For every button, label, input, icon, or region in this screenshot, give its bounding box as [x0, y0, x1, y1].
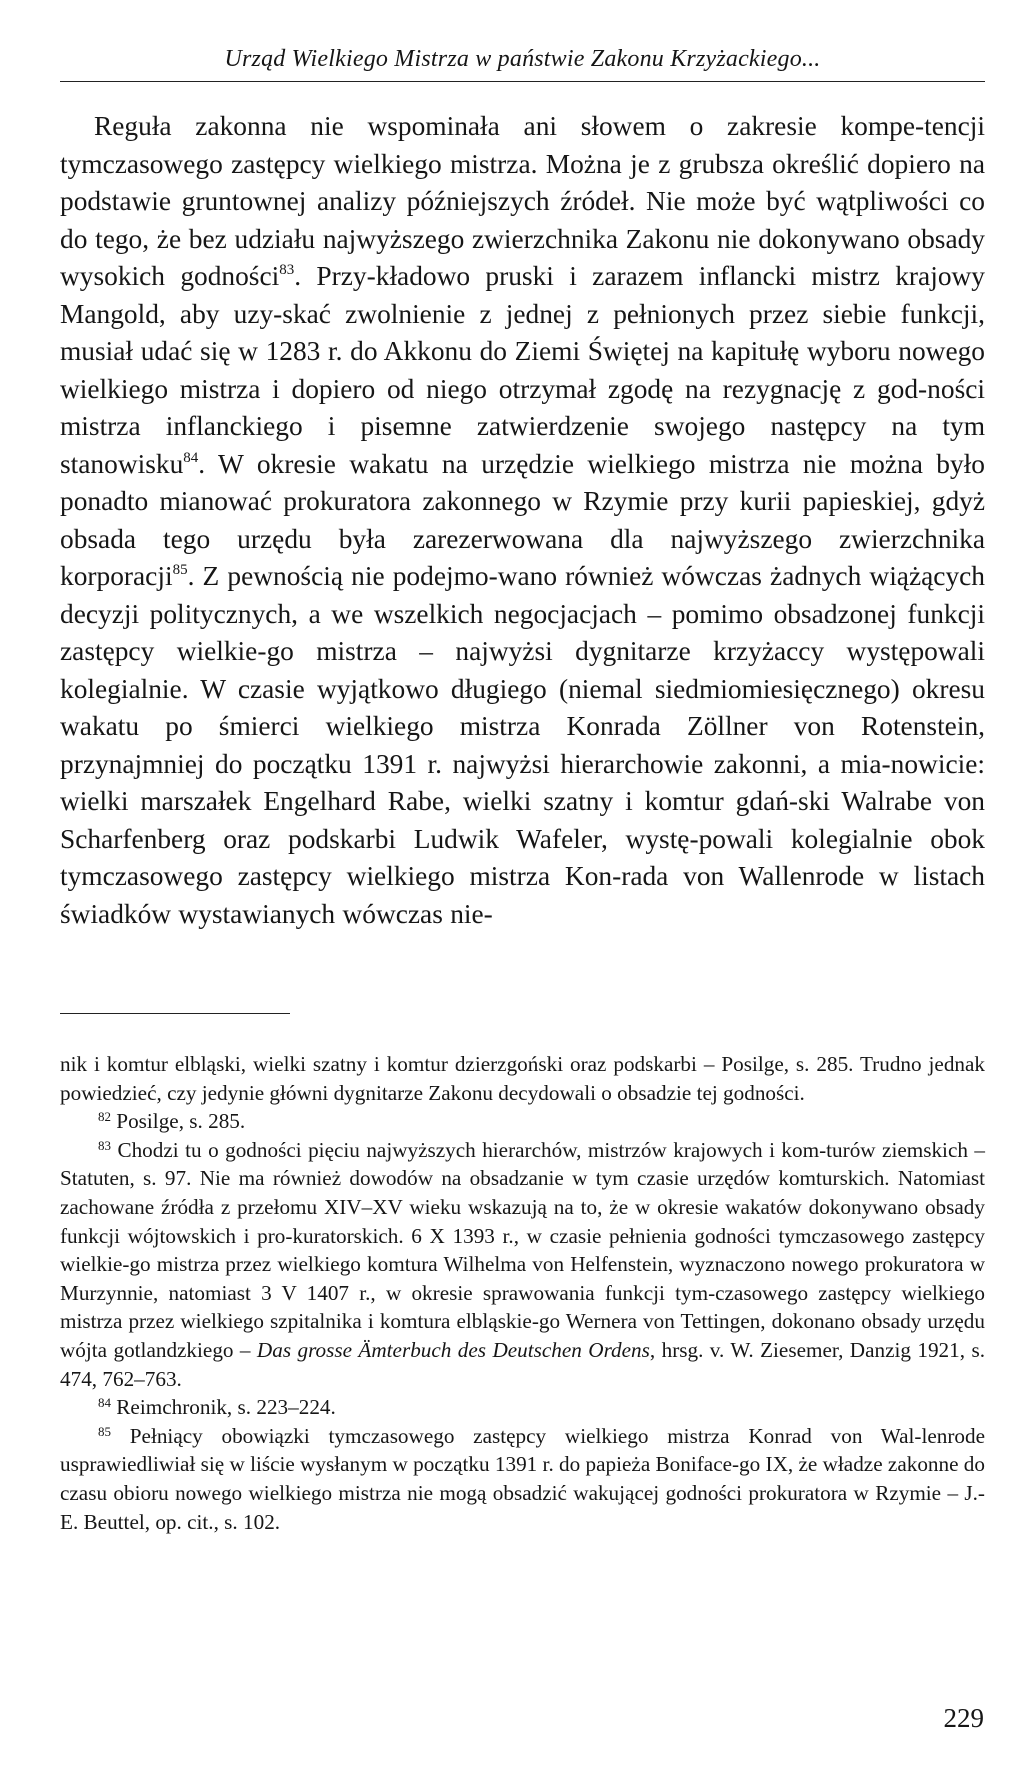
footnote-ref-84[interactable]: 84	[183, 449, 199, 466]
main-text-part-3: . W okresie wakatu na urzędzie wielkiego mistrza nie można było ponadto mianować prokuratora zakonnego w Rzymie przy kurii papieskiej, gdyż obsada tego urzędu była zarezerwowana dla najwyższego zwierzchnika korporacji	[60, 448, 985, 591]
footnote-separator	[60, 1013, 290, 1014]
footnote-84-text: Reimchronik, s. 223–224.	[111, 1395, 336, 1420]
footnote-85	[60, 1422, 985, 1536]
footnotes	[60, 1050, 985, 1536]
footnote-83-mark: 83	[98, 1137, 111, 1153]
footnote-84-mark: 84	[98, 1395, 111, 1411]
footnote-82-text: Posilge, s. 285.	[111, 1109, 246, 1134]
main-text-part-4: . Z pewnością nie podejmo-wano również wówczas żadnych wiążących decyzji politycznych, a we wszelkich negocjacjach – pomimo obsadzonej funkcji zastępcy wielkie-go mistrza – najwyżsi dygnitarze krzyżaccy występowali kolegialnie. W czasie wyjątkowo długiego (niemal siedmiomiesięcznego) okresu wakatu po śmierci wielkiego mistrza Konrada Zöllner von Rotenstein, przynajmniej do początku 1391 r. najwyżsi hierarchowie zakonni, a mia-nowicie: wielki marszałek Engelhard Rabe, wielki szatny i komtur gdań-ski Walrabe von Scharfenberg oraz podskarbi Ludwik Wafeler, wystę-powali kolegialnie obok tymczasowego zastępcy wielkiego mistrza Kon-rada von Wallenrode w listach świadków wystawianych wówczas nie-	[60, 561, 985, 929]
footnote-ref-83[interactable]: 83	[279, 262, 295, 278]
footnote-83	[60, 1136, 985, 1393]
footnote-continuation: nik i komtur elbląski, wielki szatny i komtur dzierzgoński oraz podskarbi – Posilge, s. 285. Trudno jednak powiedzieć, czy jedynie główni dygnitarze Zakonu decydowali o obsadzie tej godności.	[60, 1052, 985, 1105]
footnote-ref-85[interactable]: 85	[172, 562, 188, 578]
footnote-83-tail: , hrsg. v. W. Ziesemer, Danzig 1921, s. 474, 762–763.	[60, 1337, 985, 1391]
main-text-part-2: . Przy-kładowo pruski i zarazem inflancki mistrz krajowy Mangold, aby uzy-skać zwolnienie z jednej z pełnionych przez siebie funkcji, musiał udać się w 1283 r. do Akkonu do Ziemi Świętej na kapitułę wyboru nowego wielkiego mistrza i dopiero od niego otrzymał zgodę na rezygnację z god-ności mistrza inflanckiego i pisemne zatwierdzenie swojego następcy na tym stanowisku	[60, 261, 985, 479]
footnote-82-mark: 82	[98, 1109, 111, 1125]
footnote-85-text: Pełniący obowiązki tymczasowego zastępcy wielkiego mistrza Konrad von Wal-lenrode usprawiedliwiał się w liście wysłanym w początku 1391 r. do papieża Boniface-go IX, że władze zakonne do czasu obioru nowego wielkiego mistrza nie mogą obsadzić wakującej godności prokuratora w Rzymie – J.-E. Beuttel, op. cit., s. 102.	[60, 1423, 985, 1534]
header-rule	[60, 81, 985, 82]
footnote-85-mark: 85	[98, 1423, 111, 1439]
footnote-82	[60, 1107, 985, 1136]
footnote-83-text: Chodzi tu o godności pięciu najwyższych hierarchów, mistrzów krajowych i kom-turów ziemskich – Statuten, s. 97. Nie ma również dowodów na obsadzanie w tym czasie urzędów komturskich. Natomiast zachowane źródła z przełomu XIV–XV wieku wskazują na to, że w okresie wakatów dokonywano obsady funkcji wójtowskich i pro-kuratorskich. 6 X 1393 r., w czasie pełnienia godności tymczasowego zastępcy wielkie-go mistrza przez wielkiego komtura Wilhelma von Helfenstein, wyznaczono nowego prokuratora w Murzynnie, natomiast 3 V 1407 r., w okresie sprawowania funkcji tym-czasowego zastępcy wielkiego mistrza przez wielkiego szpitalnika i komtura elbląskie-go Wernera von Tettingen, dokonano obsady urzędu wójta gotlandzkiego –	[60, 1137, 985, 1362]
footnote-83-title: Das grosse Ämterbuch des Deutschen Ordens	[256, 1337, 650, 1362]
main-text-part-1: Reguła zakonna nie wspominała ani słowem o zakresie kompe-tencji tymczasowego zastępcy wielkiego mistrza. Można je z grubsza określić dopiero na podstawie gruntownej analizy późniejszych źródeł. Nie może być wątpliwości co do tego, że bez udziału najwyższego zwierzchnika Zakonu nie dokonywano obsady wysokich godności	[60, 111, 985, 291]
main-paragraph	[60, 108, 985, 933]
page-number: 229	[943, 1703, 984, 1733]
running-head: Urząd Wielkiego Mistrza w państwie Zakonu Krzyżackiego...	[224, 46, 821, 72]
footnote-84	[60, 1393, 985, 1422]
